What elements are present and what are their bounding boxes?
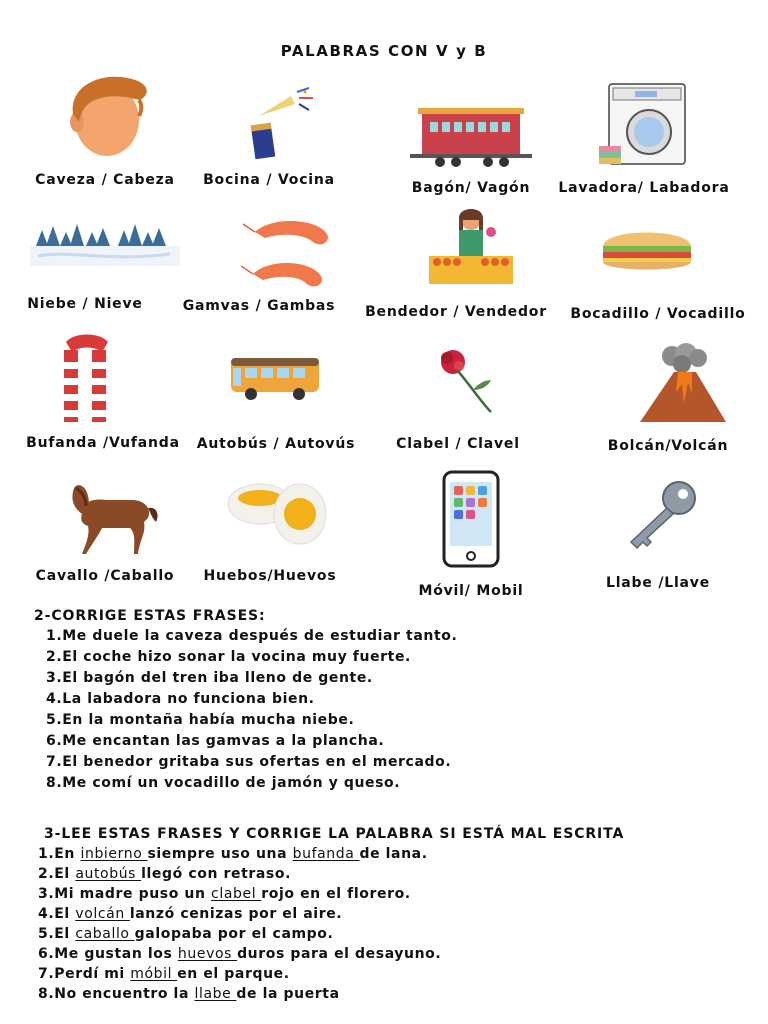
- vocab-label: Autobús / Autovús: [196, 436, 356, 452]
- vocab-item-washing-machine: [550, 82, 740, 168]
- vocab-label: Caveza / Cabeza: [35, 172, 175, 188]
- list-item: 2.El coche hizo sonar la vocina muy fuerte.: [46, 649, 411, 665]
- head-icon: [55, 72, 155, 162]
- vocab-label: Bendedor / Vendedor: [365, 304, 547, 320]
- train-wagon-icon: [406, 104, 536, 170]
- vocab-item-head: [10, 72, 200, 162]
- vocab-label: Bagón/ Vagón: [411, 180, 531, 196]
- list-item: 8.No encuentro la llabe de la puerta: [38, 986, 340, 1002]
- vocab-label: Bolcán/Volcán: [607, 438, 729, 454]
- vocab-item-wagon: [376, 104, 566, 170]
- shrimp-icon: [241, 212, 341, 298]
- vocab-label: Bocina / Vocina: [203, 172, 335, 188]
- list-item: 5.En la montaña había mucha niebe.: [46, 712, 355, 728]
- list-item: 1.Me duele la caveza después de estudiar tanto.: [46, 628, 458, 644]
- washing-machine-icon: [595, 82, 695, 168]
- vocab-label: Huebos/Huevos: [203, 568, 337, 584]
- list-item: 6.Me encantan las gamvas a la plancha.: [46, 733, 385, 749]
- page-title: PALABRAS CON V y B: [280, 42, 488, 60]
- scarf-icon: [52, 332, 122, 424]
- vocab-item-sandwich: [552, 226, 742, 274]
- list-item: 7.El benedor gritaba sus ofertas en el mercado.: [46, 754, 452, 770]
- vocab-label: Gamvas / Gambas: [182, 298, 336, 314]
- list-item: 4.El volcán lanzó cenizas por el aire.: [38, 906, 343, 922]
- list-item: 7.Perdí mi móbil en el parque.: [38, 966, 290, 982]
- vocab-label: Bufanda /Vufanda: [26, 435, 180, 451]
- vocab-item-carnation: [376, 346, 566, 416]
- key-icon: [621, 478, 701, 550]
- vocab-label: Llabe /Llave: [605, 575, 711, 591]
- boiled-eggs-icon: [226, 480, 336, 546]
- vocab-item-key: [566, 478, 756, 550]
- section2-title: 2-CORRIGE ESTAS FRASES:: [34, 608, 266, 624]
- list-item: 8.Me comí un vocadillo de jamón y queso.: [46, 775, 401, 791]
- vocab-item-seller: [376, 206, 566, 286]
- list-item: 3.El bagón del tren iba lleno de gente.: [46, 670, 373, 686]
- vocab-label: Lavadora/ Labadora: [558, 180, 730, 196]
- carnation-icon: [431, 346, 511, 416]
- list-item: 6.Me gustan los huevos duros para el desayuno.: [38, 946, 442, 962]
- section3-title: 3-LEE ESTAS FRASES Y CORRIGE LA PALABRA SI ESTÁ MAL ESCRITA: [44, 826, 625, 842]
- vocab-item-shrimp: [196, 212, 386, 298]
- volcano-icon: [626, 342, 736, 424]
- market-seller-icon: [421, 206, 521, 286]
- list-item: 2.El autobús llegó con retraso.: [38, 866, 292, 882]
- list-item: 4.La labadora no funciona bien.: [46, 691, 315, 707]
- vocab-label: Clabel / Clavel: [396, 436, 520, 452]
- vocab-item-horse: [12, 478, 202, 558]
- vocab-item-phone: [376, 470, 566, 568]
- mobile-phone-icon: [436, 470, 506, 568]
- vocab-item-volcano: [586, 342, 768, 424]
- vocab-item-snow: [10, 220, 200, 268]
- list-item: 1.En inbierno siempre uso una bufanda de lana.: [38, 846, 428, 862]
- vocab-label: Bocadillo / Vocadillo: [570, 306, 746, 322]
- vocab-item-bus: [180, 354, 370, 402]
- vocab-item-scarf: [0, 332, 182, 424]
- vocab-label: Cavallo /Caballo: [35, 568, 175, 584]
- horse-icon: [52, 478, 162, 558]
- list-item: 5.El caballo galopaba por el campo.: [38, 926, 334, 942]
- vocab-item-party-horn: [174, 86, 364, 166]
- vocab-label: Móvil/ Mobil: [418, 583, 524, 599]
- list-item: 3.Mi madre puso un clabel rojo en el florero.: [38, 886, 411, 902]
- snow-landscape-icon: [30, 220, 180, 268]
- bus-icon: [225, 354, 325, 402]
- vocab-item-eggs: [186, 480, 376, 546]
- party-horn-icon: [219, 86, 319, 166]
- sandwich-icon: [597, 226, 697, 274]
- vocab-label: Niebe / Nieve: [27, 296, 143, 312]
